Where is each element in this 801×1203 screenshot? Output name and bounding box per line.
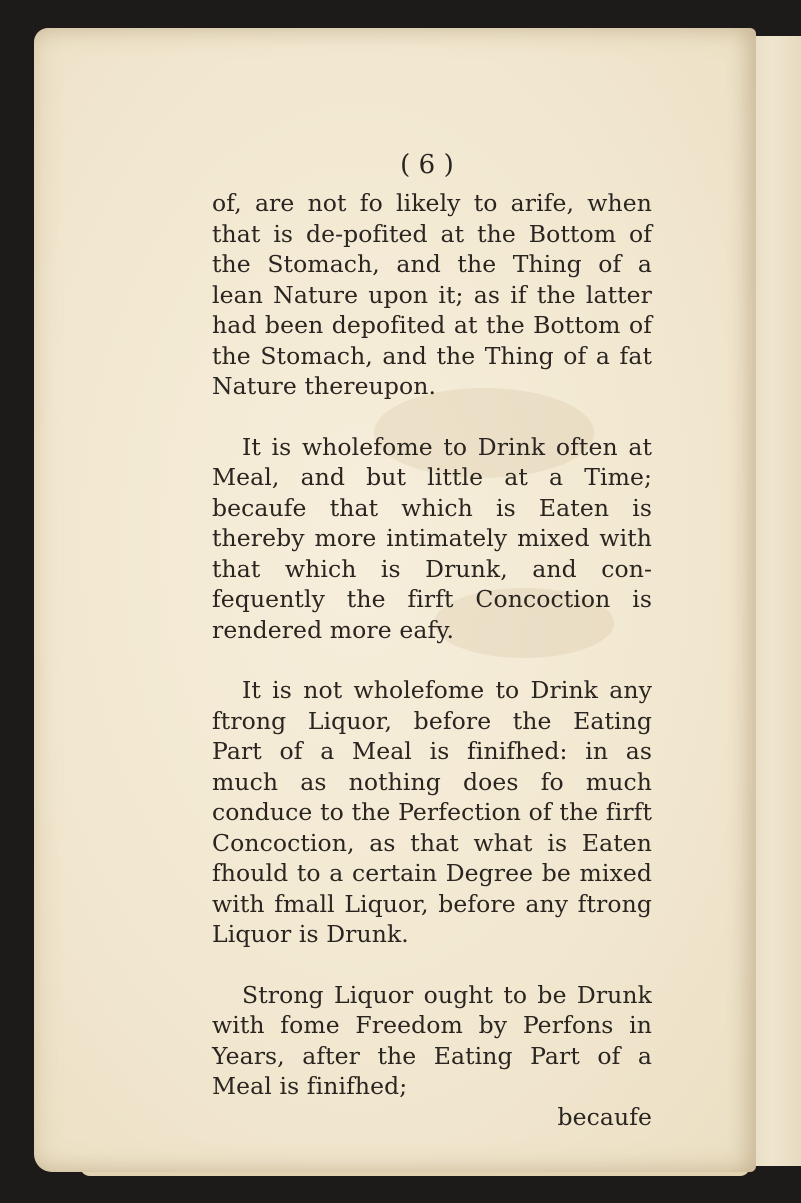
paragraph-4: Strong Liquor ought to be Drunk with fome Freedom by Perfons in Years, after the Eating Part of a Meal is finifhed;: [212, 980, 652, 1100]
catchword: becaufe: [557, 1102, 652, 1131]
paragraph-3: It is not wholefome to Drink any ftrong Liquor, before the Eating Part of a Meal is finifhed: in as much as nothing does fo much conduce to the Perfection of the firft Concoction, as that what is Eaten fhould to a certain Degree be mixed with fmall Liquor, before any ftrong Liquor is Drunk.: [212, 676, 652, 948]
page-text: [212, 150, 652, 1132]
paragraph-2: It is wholefome to Drink often at Meal, and but little at a Time; becaufe that which is Eaten is thereby more intimately mixed with that which is Drunk, and con-fequently the firft Concoction is rendered more eafy.: [212, 432, 652, 644]
page-number: ( 6 ): [400, 150, 454, 180]
paragraph-1: of, are not fo likely to arife, when that is de-pofited at the Bottom of the Stomach, and the Thing of a lean Nature upon it; as if the latter had been depofited at the Bottom of the Stomach, and the Thing of a fat Nature thereupon.: [212, 189, 652, 400]
